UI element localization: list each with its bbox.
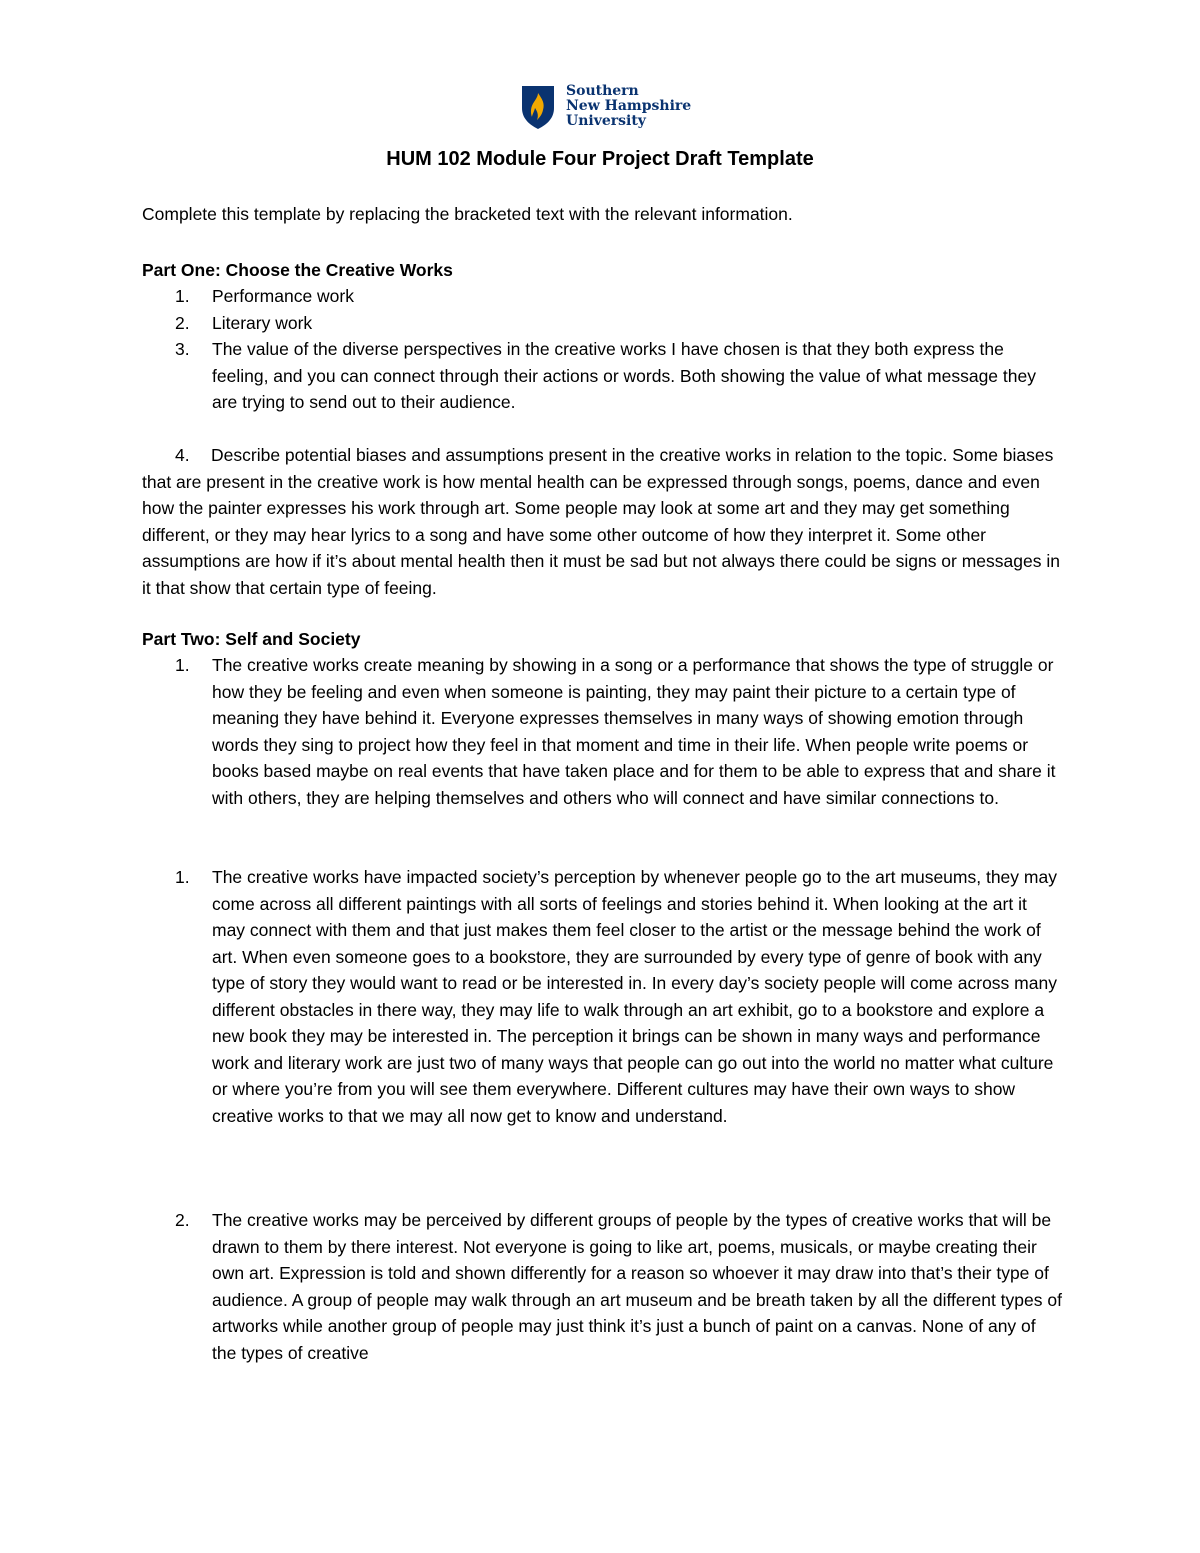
part-two-list-c [142,1207,1062,1366]
list-item-text: Literary work [212,312,313,333]
list-item [142,652,1062,811]
list-number: 1. [175,867,190,887]
part-two-heading: Part Two: Self and Society [142,629,361,649]
list-number: 2. [175,312,190,333]
list-number: 1. [175,655,190,675]
list-item [142,864,1062,1129]
list-item [142,310,1062,337]
logo-line-1: Southern [566,83,639,99]
intro-paragraph: Complete this template by replacing the bracketed text with the relevant information. [142,204,793,224]
list-item [142,1207,1062,1366]
list-item-text: The creative works have impacted society’s perception by whenever people go to the art museums, they may come across all different paintings with all sorts of feelings and stories behind it. When looking at the art it may connect with them and that just makes them feel closer to the artist or the message behind the work of art. When even someone goes to a bookstore, they are surrounded by every type of genre of book with any type of story they would want to read or be interested in. In every day’s society people will come across many different obstacles in there way, they may life to walk through an art exhibit, go to a bookstore and explore a new book they may be interested in. The perception it brings can be shown in many ways and performance work and literary work are just two of many ways that people can go out into the world no matter what culture or where you’re from you will see them everywhere. Different cultures may have their own ways to show creative works to that we may all now get to know and understand. [212,867,1057,1126]
page-title: HUM 102 Module Four Project Draft Template [386,148,814,170]
logo-line-3: University [566,113,646,129]
list-item-text: The value of the diverse perspectives in the creative works I have chosen is that they both express the feeling, and you can connect through their actions or words. Both showing the value of what message they are trying to send out to their audience. [212,339,1036,412]
list-item-text: Describe potential biases and assumptions present in the creative works in relation to the topic. Some biases that are present in the creative work is how mental health can be expressed through songs, poems, dance and even how the painter expresses his work through art. Some people may look at some art and they may get something different, or they may hear lyrics to a song and have some other outcome of how they interpret it. Some other assumptions are how if it’s about mental health then it must be sad but not always there could be signs or messages in it that show that certain type of feeing. [142,445,1060,598]
part-one-heading: Part One: Choose the Creative Works [142,260,453,280]
university-logo [520,84,690,130]
part-one-item-4 [142,442,1062,601]
part-two-list-a [142,652,1062,811]
shield-flame-icon [520,84,556,130]
list-item-text: The creative works may be perceived by different groups of people by the types of creative works that will be drawn to them by there interest. Not everyone is going to like art, poems, musicals, or maybe creating their own art. Expression is told and shown differently for a reason so whoever it may draw into that’s their type of audience. A group of people may walk through an art museum and be breath taken by all the different types of artworks while another group of people may just think it’s just a bunch of paint on a canvas. None of any of the types of creative [212,1210,1062,1363]
list-item-text: The creative works create meaning by showing in a song or a performance that shows the type of struggle or how they be feeling and even when someone is painting, they may paint their picture to a certain type of meaning they have behind it. Everyone expresses themselves in many ways of showing emotion through words they sing to project how they feel in that moment and time in their life. When people write poems or books based maybe on real events that have taken place and for them to be able to express that and share it with others, they are helping themselves and others who will connect and have similar connections to. [212,655,1056,808]
logo-line-2: New Hampshire [566,98,692,114]
list-number: 2. [175,1210,190,1230]
list-item-text: Performance work [212,286,354,306]
logo-wordmark [566,84,691,129]
list-item [142,336,1062,416]
part-two-list-b [142,864,1062,1129]
part-one-list [142,283,1062,416]
list-item [142,283,1062,310]
list-number: 3. [175,339,190,359]
list-number: 4. [175,445,190,465]
list-number: 1. [175,286,190,306]
